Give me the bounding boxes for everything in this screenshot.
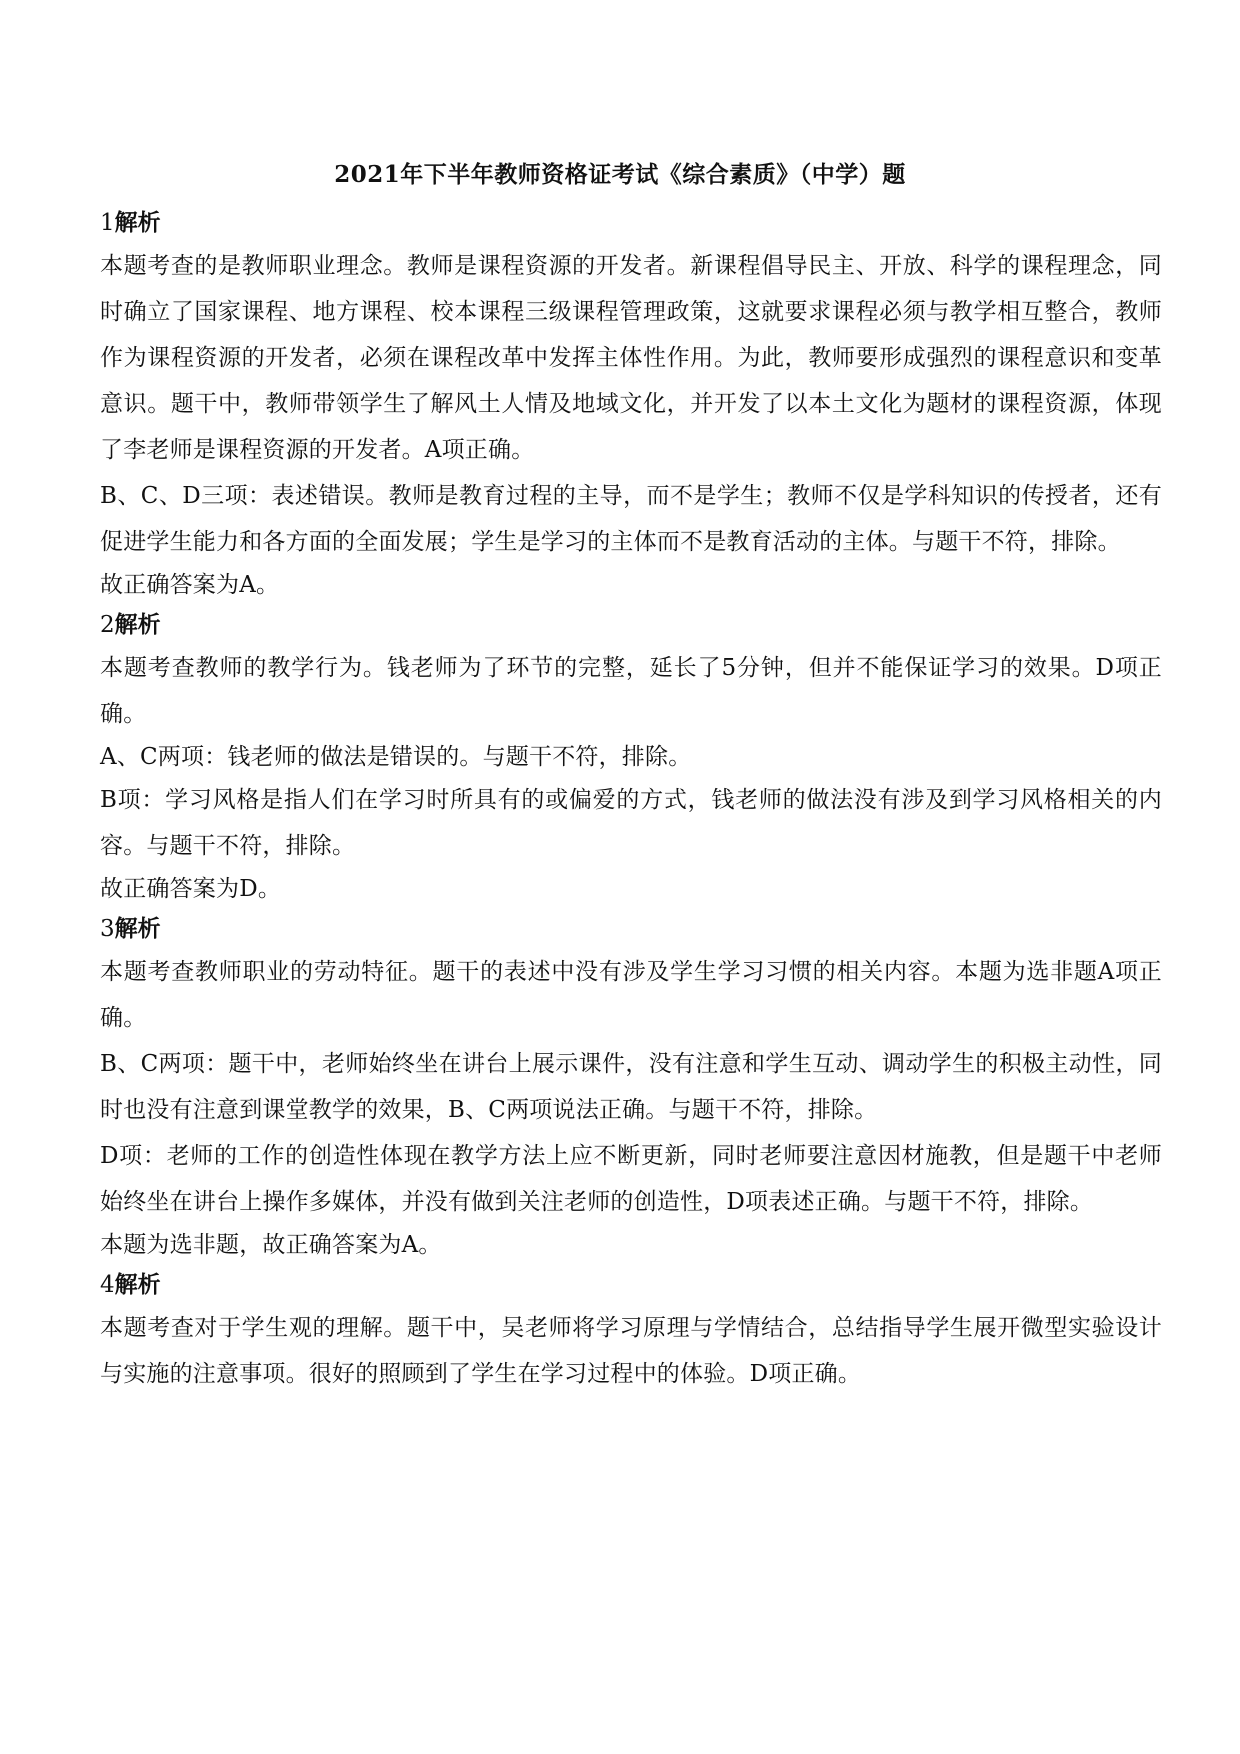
section-paragraph: 本题考查教师职业的劳动特征。题干的表述中没有涉及学生学习习惯的相关内容。本题为选非题A项正确。: [100, 959, 1162, 1031]
section-number: 3: [100, 916, 115, 942]
section-number: 1: [100, 210, 115, 236]
section-heading: [100, 1265, 1162, 1305]
answer-section: [100, 1265, 1162, 1397]
section-number: 4: [100, 1272, 115, 1298]
answer-section: [100, 605, 1162, 909]
section-paragraph: 故正确答案为D。: [100, 876, 282, 902]
section-paragraph: 本题考查教师的教学行为。钱老师为了环节的完整，延长了5分钟，但并不能保证学习的效果。D项正确。: [100, 655, 1162, 727]
answer-section: [100, 909, 1162, 1265]
section-paragraph: B项：学习风格是指人们在学习时所具有的或偏爱的方式，钱老师的做法没有涉及到学习风格相关的内容。与题干不符，排除。: [100, 787, 1162, 859]
section-heading-label: 解析: [114, 611, 161, 638]
answer-section: [100, 203, 1162, 605]
section-paragraph: D项：老师的工作的创造性体现在教学方法上应不断更新，同时老师要注意因材施教，但是题干中老师始终坐在讲台上操作多媒体，并没有做到关注老师的创造性，D项表述正确。与题干不符，排除。: [100, 1143, 1162, 1215]
section-heading-label: 解析: [114, 915, 161, 942]
section-heading: [100, 909, 1162, 949]
section-paragraph: 本题为选非题，故正确答案为A。: [100, 1232, 442, 1258]
section-heading: [100, 203, 1162, 243]
section-paragraph: B、C两项：题干中，老师始终坐在讲台上展示课件，没有注意和学生互动、调动学生的积极主动性，同时也没有注意到课堂教学的效果，B、C两项说法正确。与题干不符，排除。: [100, 1051, 1162, 1123]
section-paragraph: 故正确答案为A。: [100, 572, 280, 598]
section-heading: [100, 605, 1162, 645]
section-paragraph: B、C、D三项：表述错误。教师是教育过程的主导，而不是学生；教师不仅是学科知识的传授者，还有促进学生能力和各方面的全面发展；学生是学习的主体而不是教育活动的主体。与题干不符，排除。: [100, 483, 1162, 555]
section-number: 2: [100, 612, 115, 638]
section-heading-label: 解析: [114, 209, 161, 236]
section-heading-label: 解析: [114, 1271, 161, 1298]
document-body: [100, 203, 1162, 1397]
section-paragraph: A、C两项：钱老师的做法是错误的。与题干不符，排除。: [100, 744, 692, 770]
section-paragraph: 本题考查对于学生观的理解。题干中，吴老师将学习原理与学情结合，总结指导学生展开微型实验设计与实施的注意事项。很好的照顾到了学生在学习过程中的体验。D项正确。: [100, 1315, 1162, 1387]
document-title: 2021年下半年教师资格证考试《综合素质》（中学）题: [334, 161, 906, 188]
section-paragraph: 本题考查的是教师职业理念。教师是课程资源的开发者。新课程倡导民主、开放、科学的课程理念，同时确立了国家课程、地方课程、校本课程三级课程管理政策，这就要求课程必须与教学相互整合，教师作为课程资源的开发者，必须在课程改革中发挥主体性作用。为此，教师要形成强烈的课程意识和变革意识。题干中，教师带领学生了解风土人情及地域文化，并开发了以本土文化为题材的课程资源，体现了李老师是课程资源的开发者。A项正确。: [100, 253, 1162, 463]
